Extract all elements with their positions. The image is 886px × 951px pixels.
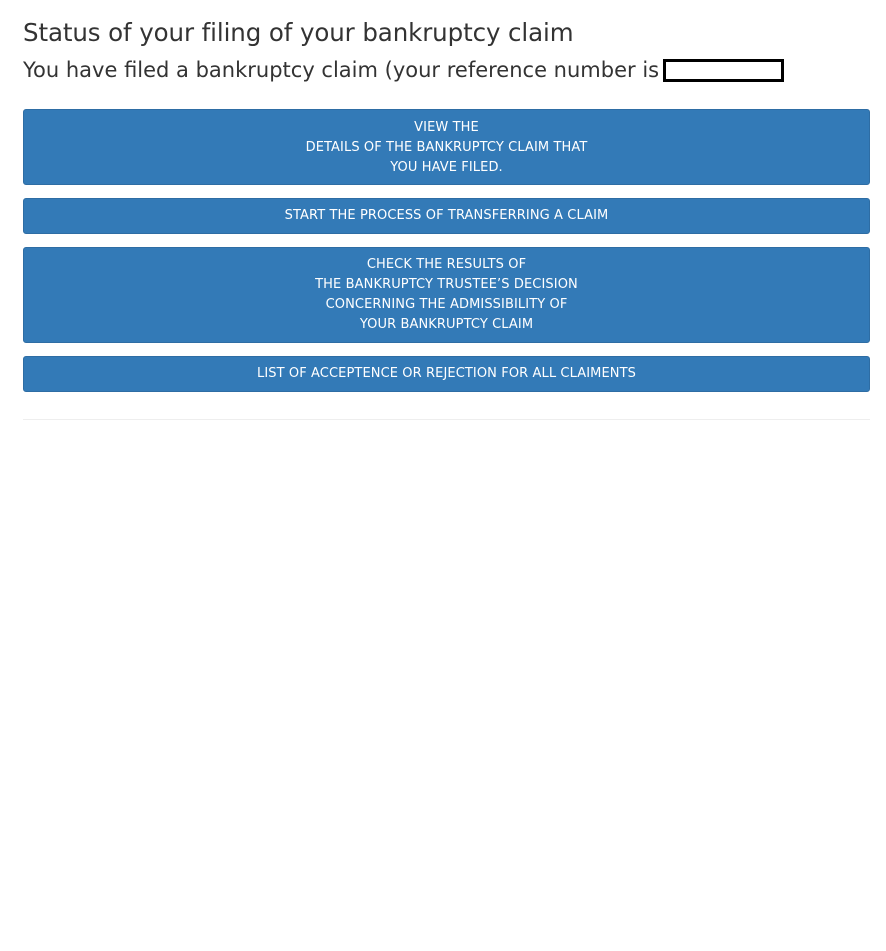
page-title: Status of your filing of your bankruptcy claim bbox=[23, 18, 574, 47]
view-claim-details-button[interactable] bbox=[23, 109, 870, 185]
button-label-line: YOU HAVE FILED. bbox=[390, 159, 503, 175]
claim-status-text: You have filed a bankruptcy claim (your reference number is bbox=[23, 58, 660, 82]
list-acceptance-rejection-button[interactable] bbox=[23, 356, 870, 392]
start-transfer-claim-button[interactable] bbox=[23, 198, 870, 234]
check-trustee-decision-button[interactable] bbox=[23, 247, 870, 343]
button-label-line: VIEW THE bbox=[414, 119, 479, 135]
button-label-line: CHECK THE RESULTS OF bbox=[366, 257, 527, 272]
button-label-line: YOUR BANKRUPTCY CLAIM bbox=[359, 317, 534, 332]
button-label-line: DETAILS OF THE BANKRUPTCY CLAIM THAT bbox=[305, 139, 588, 155]
button-label-line: THE BANKRUPTCY TRUSTEE’S DECISION bbox=[315, 277, 578, 292]
button-label: START THE PROCESS OF TRANSFERRING A CLAIM bbox=[284, 208, 609, 223]
page-container bbox=[23, 0, 870, 428]
claim-status-line bbox=[23, 55, 870, 85]
button-label: LIST OF ACCEPTENCE OR REJECTION FOR ALL CLAIMENTS bbox=[256, 366, 637, 381]
actions-list bbox=[23, 109, 870, 392]
section-divider bbox=[23, 419, 870, 420]
button-label-line: CONCERNING THE ADMISSIBILITY OF bbox=[325, 297, 568, 312]
reference-number-redacted bbox=[663, 59, 784, 82]
